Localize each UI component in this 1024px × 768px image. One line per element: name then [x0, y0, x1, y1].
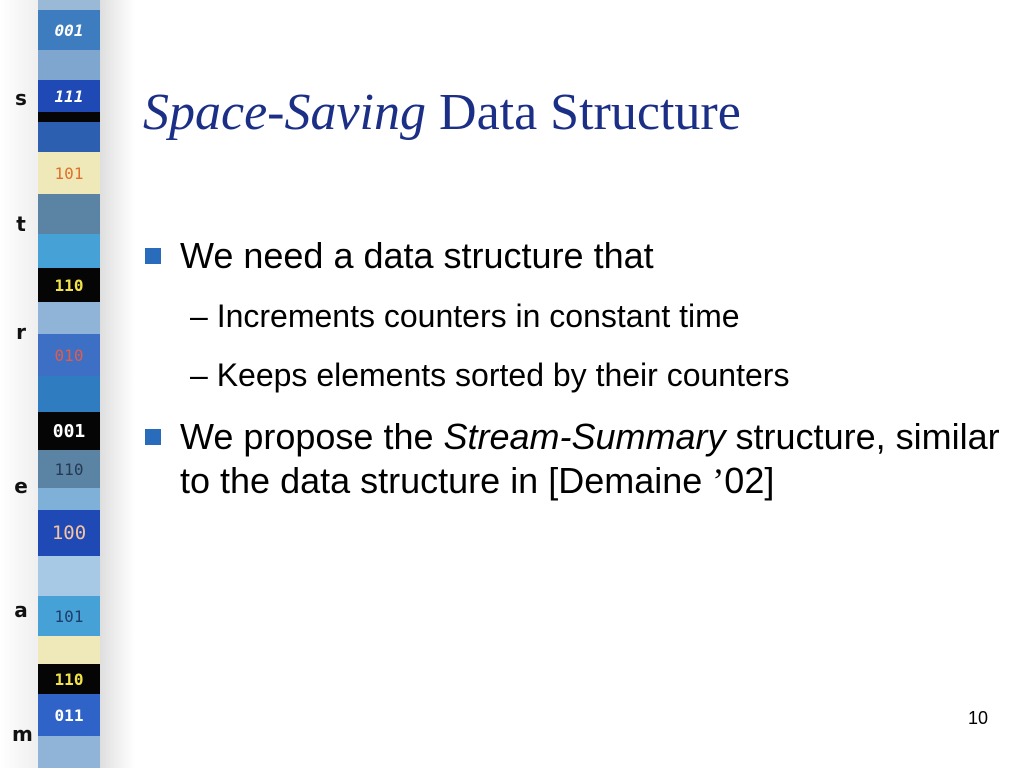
filmstrip-letter: r: [16, 320, 26, 344]
filmstrip-segment: [38, 0, 100, 10]
filmstrip-segment: [38, 122, 100, 152]
filmstrip-segment: [38, 488, 100, 510]
filmstrip-code: 110: [38, 664, 100, 694]
bullet-item-1: [145, 234, 1005, 278]
title-italic: Space-Saving: [143, 84, 427, 141]
filmstrip-code: 010: [38, 334, 100, 376]
filmstrip-code: 101: [38, 596, 100, 636]
filmstrip-segment: [38, 736, 100, 768]
filmstrip-code: 111: [38, 80, 100, 112]
filmstrip-letter: s: [15, 86, 27, 110]
sub-bullet-1: – Increments counters in constant time: [190, 298, 740, 334]
filmstrip-letter: a: [14, 598, 28, 622]
filmstrip-segment: [38, 194, 100, 234]
filmstrip-segment: [38, 234, 100, 268]
title-rest: Data Structure: [426, 84, 741, 141]
bullet2-end: 02]: [724, 460, 775, 501]
square-bullet-icon: [145, 248, 161, 264]
filmstrip-segment: [38, 302, 100, 334]
filmstrip-segment: [38, 636, 100, 664]
square-bullet-icon: [145, 429, 161, 445]
bullet-text-2: [180, 415, 1000, 503]
filmstrip-code: 110: [38, 268, 100, 302]
page-number: 10: [967, 708, 988, 728]
filmstrip-segment: [38, 112, 100, 122]
filmstrip-segment: [38, 50, 100, 80]
sub-bullet-2: – Keeps elements sorted by their counters: [190, 357, 790, 393]
bullet2-pre: We propose the: [180, 416, 444, 457]
filmstrip-segment: [38, 556, 100, 596]
bullet-text-1: We need a data structure that: [180, 235, 654, 276]
filmstrip-code: 110: [38, 450, 100, 488]
filmstrip-code: 001: [38, 412, 100, 450]
bullet2-post: structure, similar to the data structure in [Demaine: [180, 416, 1000, 501]
filmstrip-segment: [38, 376, 100, 412]
binary-filmstrip: [38, 0, 100, 768]
filmstrip-code: 011: [38, 694, 100, 736]
filmstrip-letter: t: [16, 212, 26, 236]
bullet2-italic: Stream-Summary: [443, 416, 726, 457]
filmstrip-letter: e: [14, 474, 28, 498]
filmstrip-code: 100: [38, 510, 100, 556]
slide-title: [143, 84, 741, 141]
filmstrip-letter: m: [12, 722, 33, 746]
filmstrip-code: 101: [38, 152, 100, 194]
bullet-item-2: [145, 415, 1005, 555]
bullet2-apostrophe: ’: [712, 461, 725, 501]
filmstrip-code: 001: [38, 10, 100, 50]
